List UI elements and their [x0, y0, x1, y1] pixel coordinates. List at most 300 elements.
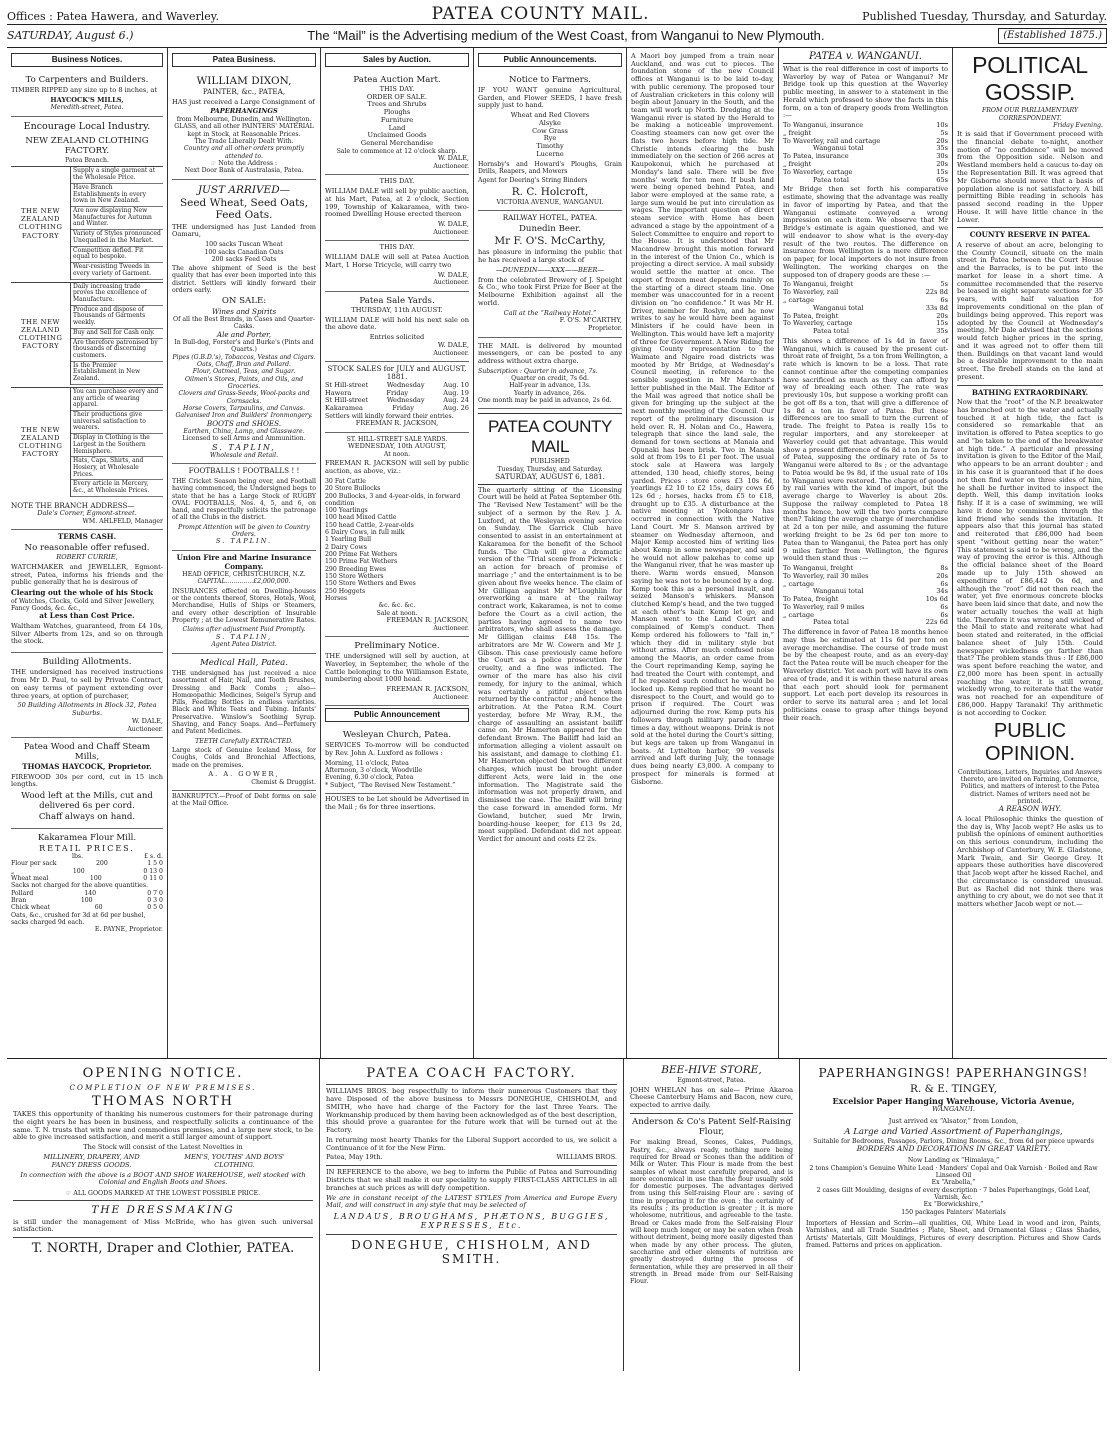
column-public-announcements	[474, 48, 627, 1058]
ad-houses: HOUSES to be Let should be Advertised in the Mail ; 6s for three insertions.	[325, 794, 469, 811]
ad-line: S. TAPLIN,	[215, 632, 273, 641]
news-article: The quarterly sitting of the Licensing Court will be held at Patea September 6th. The “Revised New Testament” will be the subject of a sermon by the Rev. J. A. Luxford, at the Wesleyan evening service on Sunday. The Garrick Club have consented to assist in an entertainment at Kakaramea for the benefit of the School funds. The Club will give a dramatic version of the “Trial scene from Pickwick : an action for breach of promise of marriage ;” and the entertainment is to be given about five weeks hence. The claim of Mr Gilligan against Mr M'Loughlin for overworking a mare at the railway contract work, Kakaramea, is not to come before the Court as a civil action, the parties having agreed to name two arbitrators, who shall assess the damage. Mr Gilligan claims £48 15s. The arbitrators are Mr W. Cowern and Mr J. Gibson. This case previously came before the Court as a police prosecution for cruelty, and a fine was inflicted. The owner of the mare has also his civil remedy, for injury to the animal, which was certainly a pitiful object when returned by the contractor ; and hence the arbitration. At the Patea R.M. Court yesterday, before Mr Wray, R.M., the charge of assaulting an assistant bailiff came on. Mr Hamerton appeared for the defendant Brown. The Bailiff had laid an information alleging a violent assault on his assistant, and damage to clothing £1. Mr Hamerton objected that two different charges, which must be brought under different Acts, were laid in the one information. The Magistrate said the information was not properly drawn, and dismissed the case. The Bailiff will bring the case forward in amended form. Mr Gowland, butcher, sued Mr Irwin, boarding-house keeper, for £13 9s 2d, meat supplied. Defendant did not appear. Verdict for amount and costs £2 2s.	[478, 485, 622, 844]
ad-line: 150 packages Painters' Materials	[901, 1208, 1006, 1216]
ad-robert-currie	[11, 530, 163, 653]
ad-line: Wood left at the Mills, cut and delivered 6s per cord.	[21, 791, 153, 812]
list-item: 150 Prime Fat Wethers	[325, 558, 398, 566]
divider	[957, 227, 1103, 228]
editorial-date: SATURDAY, AUGUST 6, 1881.	[478, 473, 622, 484]
article-body: Now that the “root” of the N.P. breakwater has branched out to the water and actually touched it at high tide, the fact is considered so remarkable that an invitation is offered to Patea sceptics to go and “be taken to the end of the breakwater at high tide.” A particular and pressing invitation is given to the Editor of the Mail, who appears to be an arrant doubter ; and in his case it is guaranteed that if he does not then find water on three sides of him, he shall be further invited to inspect the depth. Well, this damp invitation looks fishy. If it is a case of swimming, we will have it done by commission through the kind friend who sends the invitation. It appears also that this journal has stated and reiterated that £86,000 had been spent “without getting near the water.” This statement is said to be wrong, and the way of proving the error is this. Although the official balance sheet of the Board made up to July 15th showed an expenditure of £86,442 0s 6d, and although the “root” did not then reach the water, yet five enormous concrete blocks have been laid since that date, and now the water actually touches the wall at high tide. Therefore it was wrong and wicked of the Mail to state and reiterate what had been stated and reiterated, in the official balance sheet of July 15th. Could newspaper wickedness go farther than that? The problem stands thus : If £86,000 was spent before reaching the water, and £2,000 more has been spent in actually reaching the water, it is still wrong, wickedly wrong, to reiterate that the water was not reached for an expenditure of £86,000. Happy Taranaki! Thy arithmetic is not according to Cocker.	[957, 398, 1103, 717]
divider	[326, 1084, 617, 1085]
ad-line: F. O'S. M'CARTHY,	[559, 316, 622, 325]
ad-line: THE DRESSMAKING	[91, 1204, 235, 1217]
list-item: Produce and dispose of Thousands of Garments weekly.	[71, 306, 163, 329]
price-qty: 100	[89, 875, 102, 883]
list-item: Timothy	[536, 142, 564, 151]
list-item: 20 Store Bullocks	[325, 485, 381, 493]
price-row	[11, 853, 163, 860]
ad-body: Importers of Hessian and Scrim—all qualities, Oil, White Lead in wood and iron, Paints, Varnishes, and all Trade Sundries ; Plate, Sheet, and Ornamental Glass ; Glass Shades, Artists' Materials, Gilt Mouldings, Pictures of every description. Pictures and Show Cards framed. Patterns and prices on application.	[806, 1219, 1101, 1249]
ad-body: THE undersigned has just received a nice assortment of Hair, Nail, and Tooth Brushes, Dressing and Back Combs ; also— Homœopathic Medicines, Seigel's Syrup and Pills, Feeding Bottles in endless varieties. Black and White Teats and Tubing. Infants' Preservative. Winslow's Soothing Syrup. Shaving, and Fancy Soaps. And—Perfumery and Patent Medicines.	[172, 669, 316, 736]
ad-line: W. DALE,	[437, 154, 469, 163]
ad-william-dixon	[172, 71, 316, 180]
list-item: 200 Prime Fat Wethers	[325, 551, 398, 559]
ad-line: BORDERS AND DECORATIONS IN GREAT VARIETY.	[856, 1143, 1051, 1153]
ad-line: BOOTS and SHOES.	[206, 418, 282, 428]
list-item: 100 head Mixed Cattle	[325, 514, 397, 522]
cost-label: Wanganui total	[813, 144, 864, 153]
list-item: Display in Clothing is the Largest in the Southern Hemisphere.	[71, 434, 163, 457]
ad-line: MILLINERY, DRAPERY, AND FANCY DRESS GOODS.	[43, 1152, 140, 1169]
ad-line: Oilmen's Stores, Paints, and Oils, and Groceries.	[184, 375, 304, 391]
divider	[13, 1200, 313, 1201]
column-political-gossip	[953, 48, 1107, 1058]
cost-value: 35s	[936, 327, 948, 336]
ad-line: One month may be paid in advance, 2s 6d.	[478, 397, 612, 405]
cost-value: 10s	[936, 121, 948, 130]
sched-day: Wednesday	[386, 396, 425, 405]
ad-line: Sale at noon.	[376, 609, 418, 617]
price-amount: 0 13 0	[143, 867, 163, 875]
ad-line: Of all the Best Brands, in Cases and Quarter-Casks.	[173, 316, 315, 331]
list-item: 1 Yearling Bull	[325, 536, 372, 544]
ad-sale-yards	[325, 292, 469, 362]
cost-value: 30s	[936, 152, 948, 161]
ad-line: GLASS, and all other PAINTERS' MATERIAL kept in Stock, at Reasonable Prices.	[174, 123, 314, 138]
header-bar	[7, 4, 1107, 25]
ad-title: Building Allotments.	[42, 657, 132, 668]
ad-line: Sale to commence at 12 o'clock sharp.	[336, 147, 458, 155]
clothing-block-1	[11, 166, 163, 279]
price-item: Chick wheat	[11, 904, 50, 912]
ad-thomas-north	[7, 1059, 320, 1371]
price-qty: 60	[94, 904, 103, 912]
ad-line: 2 cases Gilt Moulding, designs of every description · 7 bales Paperhangings, Gold Leaf, Varnish, &c.	[816, 1186, 1091, 1201]
ad-flour-mill	[11, 829, 163, 938]
subheader-bar	[7, 25, 1107, 48]
ad-body: WILLIAMS BROS. beg respectfully to inform their numerous Customers that they have Disposed of the above business to Messrs DONEGHUE, CHISHOLM, and SMITH, who have had charge of the Factory for the last Three Years. The Workmanship produced by them having been acknowledged as of the best description, this should prove a guarantee for the future work that will be turned out at the Factory.	[326, 1087, 617, 1135]
ad-line: Galvanised Iron and Builders' Ironmongery.	[175, 412, 313, 420]
ad-line: At noon.	[383, 451, 411, 459]
ad-line: Agent Patea District.	[211, 641, 277, 649]
cost-value: 20s	[936, 136, 948, 145]
ad-line: ORDER OF SALE.	[366, 92, 428, 101]
cost-label: „ cartage	[783, 579, 814, 588]
cost-row	[783, 138, 948, 146]
address-note: Note the Address :	[218, 159, 278, 167]
cost-label: Patea total	[813, 175, 849, 184]
list-item: 290 Breeding Ewes	[325, 565, 387, 573]
ad-body: In returning most hearty Thanks for the Liberal Support accorded to us, we solicit a Continuance of it for the New Firm.	[326, 1135, 617, 1152]
ad-title: To Carpenters and Builders.	[25, 74, 149, 85]
ad-line: LANDAUS, BROUGHAMS, PHÆTONS, BUGGIES, EXPRESSES, Etc.	[333, 1212, 610, 1231]
cost-value: 20s	[936, 311, 948, 320]
ad-body: THE undersigned will sell by auction, at Waverley, in September, the whole of the Cattle belonging to the Williamson Estate, numbering about 1000 head.	[325, 652, 469, 684]
cost-value: 8s	[940, 564, 948, 573]
ad-line: Next Door Bank of Australasia, Patea.	[184, 167, 304, 175]
price-qty: 100	[80, 897, 93, 905]
published-line: Published Tuesday, Thursday, and Saturday.	[862, 10, 1107, 24]
ad-line: Chaff always on hand.	[38, 812, 136, 823]
ad-title: Anderson & Co's Patent Self-Raising Flour,	[632, 1116, 791, 1138]
price-qty: 100	[72, 867, 85, 875]
ad-title: Medical Hall, Patea.	[199, 657, 289, 668]
ad-body: Waltham Watches, guaranteed, from £4 10s, Silver Alberts from 12s, and so on through the stock.	[11, 621, 163, 646]
ad-body: THE MAIL is delivered by mounted messengers, or can be posted to any address without extra charge.	[478, 341, 622, 366]
main-columns	[7, 48, 1107, 1059]
list-item: Quarter on credit, 7s 6d.	[511, 375, 589, 383]
cost-label: Patea total	[813, 327, 849, 336]
list-item: 150 Store Wethers and Ewes	[325, 580, 416, 588]
clothing-label: THE NEW ZEALAND CLOTHING FACTORY	[11, 167, 71, 279]
ad-body: WILLIAM DALE will sell at Patea Auction Mart, 1 Horse Tricycle, will carry two	[325, 253, 469, 269]
ad-railway-hotel	[478, 211, 622, 337]
cost-value: 33s 8d	[925, 303, 948, 312]
section-heading: Patea Business.	[172, 53, 316, 67]
list-item: Cow Grass	[532, 126, 568, 135]
editorial-days: Tuesday, Thursday, and Saturday.	[497, 465, 603, 473]
list-item: 100 sacks Tuscan Wheat	[205, 241, 283, 249]
divider	[13, 1237, 313, 1238]
ad-title: Patea Auction Mart.	[353, 74, 441, 85]
ad-line: Call at the “Railway Hotel.”	[503, 308, 597, 317]
price-row	[11, 904, 163, 911]
ad-line: at Less than Cost Price.	[39, 611, 135, 621]
article-body: It is said that if Government proceed with the financial debate to-night, another motion of “no confidence” will be moved from the Opposition side. Nelson and Westland members held a caucus to-day on the Representation Bill. It was agreed that Mr Gisborne should move that a basis of population alone is not satisfactory. A bill permitting Bible reading in schools has passed second reading in the Upper House. It will have little chance in the Lower.	[957, 130, 1103, 224]
ad-line: HAYCOCK'S MILLS,	[50, 95, 124, 104]
ad-body: THE undersigned has Just Landed from Oamaru,	[172, 222, 316, 239]
ad-line: Wholesale and Retail.	[209, 452, 279, 460]
ad-body: Large stock of Genuine Iceland Moss, for Coughs, Colds and Bronchial Affections, made on the premises.	[172, 747, 316, 769]
editorial-published: PUBLISHED	[530, 458, 570, 466]
ad-line: Chemist & Druggist.	[251, 778, 316, 786]
encourage-heading: Encourage Local Industry.	[23, 120, 151, 132]
ad-title: BEE-HIVE STORE,	[661, 1064, 762, 1076]
list-item: Have Branch Establishments in every town in New Zealand.	[71, 184, 163, 207]
list-item: 30 Fat Cattle	[325, 477, 366, 485]
list-item: Supply a single garment at the Wholesale Price.	[71, 167, 163, 183]
ad-title: ST. HILL-STREET SALE YARDS.	[346, 436, 448, 443]
ad-body: IF YOU WANT genuine Agricultural, Garden, and Flower SEEDS, I have fresh supply just to hand.	[478, 85, 622, 110]
masthead: PATEA COUNTY MAIL.	[431, 3, 650, 24]
ad-body: from the celebrated Brewery of J. Speight & Co., who took First Prize for Beer at the Melbourne Exhibition against all the world.	[478, 275, 622, 307]
ad-line: FREEMAN R. JACKSON,	[386, 685, 469, 694]
ad-building-allotments	[11, 653, 163, 738]
article-body: The difference in favor of Patea 18 months hence may thus be estimated at 11s 6d per ton on average merchandise. The course of trade must be by the cheapest route, and as an every-day fact the Patea route will be much cheaper for the Waverley district. Yet each port will have its own area of trade, and it is within these natural areas that each port should look for permanent support. Let each port develop its resources in order to serve its natural area ; and let local politicians cease to grasp after things beyond their reach.	[783, 628, 948, 722]
ad-title: JUST ARRIVED—	[197, 183, 291, 196]
ad-preliminary-notice	[325, 637, 469, 706]
ad-title: Wesleyan Church, Patea.	[342, 729, 452, 740]
ad-line: WM. AHLFELD, Manager	[82, 518, 163, 526]
ad-line: Excelsior Paper Hanging Warehouse, Victoria Avenue,	[832, 1095, 1075, 1106]
cost-value: 20s	[936, 571, 948, 580]
ad-line: HEAD OFFICE, CHRISTCHURCH, N.Z.	[182, 571, 306, 579]
clothing-block-2	[11, 282, 163, 385]
list-item: 250 Hoggets	[325, 587, 366, 595]
column-sales-by-auction	[321, 48, 474, 1058]
price-row	[11, 860, 163, 867]
price-qty: 200	[95, 860, 108, 868]
ad-line: TERMS CASH.	[57, 532, 117, 542]
ad-line: Flour, Oatmeal, Teas, and Sugar.	[192, 368, 296, 376]
price-amount: 0 11 0	[143, 875, 163, 883]
ad-body: HAS just received a Large Consignment of	[172, 97, 315, 106]
ad-line: PAPERHANGINGS	[210, 107, 278, 116]
ad-line	[326, 1154, 617, 1162]
list-item: Wheat and Red Clovers	[510, 111, 590, 120]
ad-line: FREEMAN R. JACKSON,	[355, 419, 439, 428]
ad-line: Ex “Arabella,”	[931, 1179, 976, 1187]
gossip-subheading: FROM OUR PARLIAMENTARY CORRESPONDENT.	[981, 107, 1079, 122]
ad-st-hill-yards	[325, 433, 469, 637]
ad-line: Wines and Spirits	[211, 306, 277, 316]
sched-place: St Hill-street	[325, 396, 369, 405]
gossip-date: Friday Evening.	[1053, 121, 1103, 129]
sched-date: Aug. 24	[443, 396, 469, 405]
ad-line: A Large and Varied Assortment of Paperhangings,	[844, 1126, 1063, 1137]
clothing-list	[71, 283, 163, 385]
list-item: 6 Dairy Cows, in full milk	[325, 529, 405, 537]
sched-date: Aug. 19	[443, 388, 469, 397]
list-item: Land	[388, 123, 406, 132]
ad-union-insurance	[172, 551, 316, 654]
ad-title: Patea Sale Yards.	[359, 295, 435, 306]
list-item: 200 sacks Feed Oats	[211, 255, 277, 263]
ad-line: Claims after adjustment Paid Promptly.	[182, 626, 306, 634]
list-item: Buy and Sell for Cash only.	[71, 329, 163, 339]
ad-line: W. DALE,	[437, 340, 469, 349]
list-item: You can purchase every and any article of wearing apparel.	[71, 388, 163, 411]
list-item: Daily increasing trade proves the excellence of Manufacture.	[71, 283, 163, 306]
ad-mail-delivery	[478, 338, 622, 410]
price-amount: 0 7 0	[147, 889, 163, 897]
article-heading: A REASON WHY.	[998, 804, 1062, 814]
price-row	[11, 890, 163, 897]
ad-line: T. NORTH, Draper and Clothier, PATEA.	[31, 1241, 295, 1257]
list-item: 100 sacks Canadian Oats	[204, 248, 284, 256]
cost-total	[783, 328, 948, 336]
price-row	[11, 868, 163, 875]
ad-dale-section	[325, 175, 469, 241]
news-article: A Maori boy jumped from a train near Auckland, and was cut to pieces. The foundation stone of the new Council offices at Wanganui is to be laid to-day, with public ceremony. The proposed tour of Australian cricketers in this colony will begin about January in the South, and the team will work up North. Dredging at the Wanganui river is stated by the Herald to be making a noticeable improvement. Coasting steamers can now get over the flats two hours before high tide. Mr Christie intends clearing the bush immediately on the section of 266 acres at Kaupokonui, which he purchased at Monday's land sale. There will be five months' work for ten men. If bush land were being opened behind Patea, and labor were employed at the same rate, a large sum would be put into circulation as wages. The important question of direct steam service with Home has been advanced a stage by the appointment of a Select Committee to enquire and report to the House. It is understood that Mr Macandrew brought this motion forward in the interest of the Union Co., which is projecting a direct service. A mail subsidy would settle the matter at once. The export of frozen meat depends mainly on the starting of a direct steam line. One member was unaccounted for in a recent division on “no confidence.” It was Mr H. Driver, member for Roslyn, and he now writes to say he would have been against Ministers if he could have been in Wellington. This would have left a majority of three for Government. A New Riding for giving County representation to the Waimate and Ngaire road districts was mooted by Mr Bridge, at Wednesday's Council meeting, in reference to the sensible suggestion in Mr Marchant's letter published in the Mail. The Editor of the Mail was agreed that notice shall be given for bringing up the subject at the next monthly meeting of the Council. Our report of the preliminary discussion is held over. R. H. Nolan and Co., Hawera, telegraph that since the land sale, the demand for town sections at Manaia and Opunaki has been brisk. Two in Manaia sold at from 19s to £1 per foot. The usual stock sale at Hawera was largely attended, 130 head, chiefly stores, being yarded. Prices : store cows £3 10s 6d, yearlings £2 10 to £2 15s, dairy cows £6 12s 6d ; horses, hacks from £5 to £18, draught up to £35. A disturbance at the native meeting at Ypokongaro has occurred in connection with the Native Land Court. Mr S. Manson arrived by steamer on Wednesday afternoon, and Major Kemp accosted him of writing lies about Kemp in some newspaper, and said he would not allow pakehas to come up the Wanganui river, that he was master up there. Warm words ensued, Manson saying he was not to be bounced by a dog. Kemp took this as a personal insult, and seized Manson's whiskers. Manson clutched Kemp's head, and the two tugged at each other's hair. Kemp let go, and Manson went to the Land Court and complained of Kemp's conduct. Then Kemp ordered his followers to “fall in,” which they did in military style but without arms. After much confused noise among the Maoris, an order came from the Court reprimanding Kemp, saying he had treated the Court with contempt, and if he repeated such conduct he would be locked up. Kemp replied that he meant no disrespect to the Court, and would go to prison if required. The Court was adjourned during the row. Kemp puts his followers through military parade three times a day, without weapons. Drink is not sold at the hotel during the Court's sitting, but kegs are taken up from Wanganui in boats. At Lyttelton harbor, 99 vessels arrived and left during July, the tonnage dues being nearly £3,000. A company to prospect for minerals is formed at Gisborne.	[631, 52, 774, 786]
ad-line: WANGANUI.	[931, 1104, 976, 1113]
divider	[326, 1234, 617, 1235]
cost-label: To Waverley, rail	[783, 288, 839, 297]
price-qty: 140	[84, 889, 97, 897]
ad-line: The Stock will consist of the Latest Novelties in	[83, 1143, 243, 1152]
ad-body: TAKES this opportunity of thanking his numerous customers for their patronage during the eight years he has been in business, and respectfully solicits a continuance of the same. T. N. trusts that with new and commodious premises, and a large new stock, to be able to give increased satisfaction, and merit a still larger amount of support.	[13, 1110, 313, 1142]
cost-label: To Patea, insurance	[783, 152, 849, 161]
cost-label: Wanganui total	[813, 587, 864, 596]
column-patea-business	[168, 48, 321, 1058]
ad-body: THE Cricket Season being over, and Football having commenced, the Undersigned begs to state that he has a Large Stock of RUGBY OVAL FOOTBALLS, Nos. 4, 5, and 6, on hand, and respectfully solicits the patronage of all the Clubs in the district.	[172, 477, 316, 522]
ad-branch-address	[11, 499, 163, 531]
ad-title: OPENING NOTICE.	[82, 1066, 244, 1081]
ad-line: Horse Covers, Tarpaulins, and Canvas.	[183, 404, 305, 412]
cost-label: To Waverley, rail and cartage	[783, 136, 881, 145]
ad-wesleyan	[325, 726, 469, 794]
ad-body: Hornsby's and Howard's Ploughs, Grain Drills, Reapers, and Mowers	[478, 160, 622, 176]
ad-line: A. A. GOWER,	[208, 769, 280, 778]
ad-line: 2 tons Champion's Genuine White Lead · Manders' Copal and Oak Varnish · Boiled and Raw Linseed Oil	[809, 1164, 1098, 1180]
ad-line: Oats, &c., crushed for 3d at 6d per bushel, sacks charged 9d each.	[11, 911, 146, 926]
ad-line: Oats, Chaff, Bran and Pollard.	[197, 361, 291, 369]
nz-branch: Patea Branch.	[65, 157, 109, 165]
ad-line: FREEMAN R. JACKSON,	[386, 615, 469, 624]
ad-line: of Watches, Clocks, Gold and Silver Jewellery, Fancy Goods, &c. &c.,	[11, 597, 155, 612]
ad-line: Seed Wheat, Seed Oats, Feed Oats.	[179, 196, 309, 222]
ad-line: Sacks not charged for the above quantities.	[11, 882, 148, 890]
ad-title: RAILWAY HOTEL, PATEA.	[502, 213, 598, 223]
list-item: Unclaimed Goods	[367, 131, 427, 140]
ad-line: DONEGHUE, CHISHOLM, AND SMITH.	[351, 1237, 592, 1267]
article-body: Mr Bridge then set forth his comparative estimate, showing that the advantage was really in favor of importing by Patea, and that the Wanganui estimate conveyed a wrong impression on each item. We observe that Mr Bridge's estimate is again questioned, and we will endeavor to show what is the every-day result of the two routes. The difference on insurance from Wellington is a mere difference on paper, for local importers do not insure from Wellington. The working charges on the supposed ton of drapery goods are these :—	[783, 185, 948, 279]
list-item: Are therefore patronised by thousands of discerning customers.	[71, 339, 163, 362]
article-body: This shows a difference of 1s 4d in favor of Wanganui, which is caused by the present cut-throat rate of freight, 5s a ton from Wellington, a rate which is known to be a loss. That rate cannot continue after the competing companies have sacrificed as much as they can afford by way of breaking each other. The rate was previously 10s, but suppose a working profit can be got off 8s a ton, that will give a difference of 1s 8d a ton in favor of Patea. But these differences are too small to turn the current of trade. The freight to Patea is really 15s to regular importers, and any storekeeper at Waverley could get that advantage. This would show a present difference of 6s 8d a ton in favor of Patea, supposing the ordinary rate of 5s to Wanganui were altered to 8s ; or the advantage to Patea would be 9s 8d, if the usual rate of 10s to Wanganui were restored. The charge of goods by rail varies with the kind of import, but the average charge to Waverley is about 20s. Suppose the railway completed to Patea 18 months hence, how will the two ports compare then? Taking the average charge of merchandise at 2d a ton per mile, and assuming the future working freight to be 2s 6d per ton more to Patea than to Wanganui, the Patea port has only 9 miles farther from Wellington, the figures would then stand thus :—	[783, 336, 948, 563]
ad-line: Ex “Borwickshire,”	[923, 1201, 984, 1209]
ad-line: Clearing out the whole of his Stock	[11, 588, 153, 598]
cost-label: Patea total	[813, 618, 849, 627]
article-heading: PATEA v. WANGANUI.	[783, 51, 948, 64]
established: (Established 1875.)	[998, 28, 1107, 44]
ad-line: Egmont-street, Patea.	[677, 1077, 746, 1085]
list-item: Half-year in advance, 13s.	[509, 382, 591, 390]
ad-line: THIS DAY.	[379, 243, 415, 252]
pointing-hand-icon: ☞	[65, 1190, 74, 1198]
cost-row	[783, 320, 948, 328]
cost-label: Wanganui total	[813, 303, 864, 312]
newspaper-page	[7, 4, 1107, 1444]
cost-label: To Waverley, rail 30 miles	[783, 571, 869, 580]
ad-line: Auctioneer.	[433, 624, 469, 632]
ad-body: IN REFERENCE to the above, we beg to inform the Public of Patea and Surrounding Districts that we shall make it our speciality to supply FIRST-CLASS ARTICLES in all branches at such prices as will defy competition.	[326, 1168, 617, 1192]
cost-value: 5s	[940, 128, 948, 137]
ad-line: In connection with the above is a BOOT AND SHOE WAREHOUSE, well stocked with Colonial and English Boots and Shoes.	[20, 1170, 306, 1187]
cost-label: To Waverley, rail 9 miles	[783, 602, 865, 611]
ad-title: WILLIAM DIXON,	[196, 74, 292, 87]
ad-line: from Melbourne, Dunedin, and Wellington.	[176, 116, 312, 124]
cost-value: 15s	[936, 167, 948, 176]
list-item: Horses	[325, 594, 348, 602]
ad-line: No reasonable offer refused.	[24, 542, 150, 553]
ad-body: FIREWOOD 30s per cord, cut in 15 inch lengths.	[11, 772, 163, 789]
ad-line: Suitable for Bedrooms, Passages, Parlors, Dining Rooms, &c., from 6d per piece upwards	[813, 1137, 1094, 1145]
cost-label: To Waverley, cartage	[783, 167, 853, 176]
ad-line: R. C. Holcroft,	[511, 185, 589, 198]
article-heading: BATHING EXTRAORDINARY.	[971, 387, 1089, 397]
column-business-notices	[7, 48, 168, 1058]
cost-label: To Wanganui, freight	[783, 280, 853, 289]
clothing-list	[71, 167, 163, 279]
ad-line: Now Landing ex “Himalaya,”	[907, 1157, 1000, 1165]
list-item: Competition defied. Fit equal to bespoke.	[71, 247, 163, 263]
list-item: Every article in Mercery, &c., at Wholesale Prices.	[71, 480, 163, 496]
list-item: Hats, Caps, Shirts, and Hosiery, at Wholesale Prices.	[71, 457, 163, 480]
ad-coach-factory	[320, 1059, 624, 1371]
ad-line: Auctioneer.	[433, 228, 469, 236]
ad-line: W. DALE,	[437, 270, 469, 279]
ad-line: CAPITAL..............£2,000,000.	[197, 578, 291, 586]
cost-value: 6s	[940, 602, 948, 611]
ad-title: STOCK SALES for JULY and AUGUST, 1881.	[327, 363, 467, 382]
list-item: Evening, 6.30 o'clock, Patea	[325, 774, 414, 782]
ad-line: COMPLETION OF NEW PREMISES.	[69, 1083, 257, 1093]
ad-line: Earthen, China, Lamp, and Glassware.	[183, 428, 305, 436]
coach-sign: WILLIAMS BROS.	[556, 1153, 617, 1162]
ad-line: WEDNESDAY, 10th AUGUST,	[347, 442, 447, 451]
ad-body: SERVICES To-morrow will be conducted by Rev. John A. Luxford as follows :	[325, 741, 469, 757]
ad-body: The above shipment of Seed is the best quality that has ever been imported into this district. Settlers will kindly forward their orders early.	[172, 265, 316, 295]
motto: The “Mail” is the Advertising medium of the West Coast, from Wanganui to New Plymouth.	[307, 28, 825, 44]
price-item: Pollard	[11, 889, 34, 897]
ad-body: WILLIAM DALE will hold his next sale on the above date.	[325, 315, 469, 332]
ad-line: ON SALE:	[221, 296, 267, 307]
list-item: Are now displaying New Manufactures for Autumn and Winter.	[71, 207, 163, 230]
ad-line: In Bull-dog, Forster's and Burke's (Pints and Quarts.)	[174, 339, 314, 354]
ad-medical-hall	[172, 654, 316, 791]
ad-line: S. TAPLIN,	[212, 442, 276, 452]
list-item: Variety of Styles pronounced Unequalled in the Market.	[71, 230, 163, 246]
ad-line: Proprietor.	[588, 325, 622, 333]
sched-place: Hawera	[325, 388, 352, 397]
coach-date: Patea, May 19th.	[326, 1153, 383, 1162]
ad-line: Agent for Deering's String Binders	[478, 177, 588, 185]
ad-line: MEN'S, YOUTHS' AND BOYS' CLOTHING.	[184, 1152, 285, 1169]
ad-line: ROBERT CURRIE,	[56, 553, 118, 562]
ad-line: NOTE THE BRANCH ADDRESS—	[11, 500, 135, 510]
list-item: Their productions give universal satisfaction to wearers.	[71, 411, 163, 434]
price-item: Wheat meal	[11, 875, 49, 883]
ad-footballs	[172, 464, 316, 551]
article-body: A local Philosophic thinks the question of the day is, Why Jacob wept? He asks us to publish the opinions of eminent authorities on this serious conundrum, including the Archbishop of Canterbury, W. E. Gladstone, Mark Twain, and Sir George Grey. It appears these authorities have discovered that Jacob wept after he kissed Rachel, and the circumstance is considered unusual. But as Rachel did not think there was anything to cry about, we do not see that it matters whether Jacob wept or not.—	[957, 814, 1103, 909]
ad-line: Dale's Corner, Egmont-street.	[37, 509, 137, 518]
ad-line: Country and all other orders promptly attended to.	[183, 145, 305, 160]
ad-title: Kakaramea Flour Mill.	[37, 832, 137, 843]
list-item: General Merchandise	[360, 139, 434, 148]
ad-body: is still under the management of Miss McBride, who has given such universal satisfaction.	[13, 1217, 313, 1234]
list-item: Furniture	[380, 115, 414, 124]
ad-stock-sales	[325, 362, 469, 433]
article-heading: COUNTY RESERVE IN PATEA.	[969, 230, 1091, 240]
cost-value: 6s	[940, 610, 948, 619]
ad-line: —DUNEDIN——XXX——BEER—	[495, 265, 605, 274]
ad-title: Notice to Farmers.	[509, 74, 591, 85]
ad-line: Auctioneer.	[127, 725, 163, 733]
ad-line: Entries solicited	[369, 333, 425, 342]
list-item: Morning, 11 o'clock, Patea	[325, 759, 409, 767]
sched-place: St Hill-street	[325, 380, 369, 389]
ad-carpenters	[11, 71, 163, 117]
ad-line: Dunedin Beer.	[519, 223, 581, 234]
ad-body: For making Bread, Scones, Cakes, Puddings, Pastry, &c., always ready, nothing more being required for Bread or Scones than the addition of Milk or Water. This Flour is made from the best samples of wheat most carefully prepared, and is more economical in use than the flour usually sold for domestic purposes. The advantages derived from using this Self-raising Flour are : saving of time in preparing it for the oven ; the certainty of its results ; its production is greater ; it is more wholesome, nutritious, and agreeable to the taste. Bread or Cakes made from the Self-raising Flour will keep much longer, or may be eaten when fresh without detriment, being more easily digested than when made by any other process. The gluten, saccharine and other elements of nutrition are greatly destroyed during the process of fermentation, while they are preserved in all their strength in Bread made from our Self-Raising Flour.	[630, 1139, 793, 1286]
ad-line: The Trade Liberally Dealt With.	[194, 138, 294, 145]
ad-line: Licensed to sell Arms and Ammunition.	[182, 435, 306, 443]
ad-line: Ale and Porter,	[216, 329, 272, 339]
price-item: Flour per sack	[11, 860, 57, 868]
ad-line: Meredith-street, Patea.	[50, 104, 124, 112]
cost-label: To Patea, freight	[783, 595, 839, 604]
opinion-sub: Contributions, Letters, Inquiries and Answers thereto, are invited on Farming, Commerce, Politics, and matters of interest to the Patea district. Names of writers need not be printed.	[958, 768, 1102, 805]
list-item: Yearly in advance, 26s.	[513, 389, 587, 397]
sched-date: Aug. 10	[443, 380, 469, 389]
ad-line: Auctioneer.	[433, 693, 469, 701]
cost-row	[783, 297, 948, 305]
ad-body: WATCHMAKER and JEWELLER, Egmont-street, Patea, informs his friends and the public generally that he is desirous of	[11, 562, 163, 587]
ad-line: THIS DAY.	[379, 177, 415, 186]
ad-line: R. & E. TINGEY,	[910, 1083, 997, 1096]
ad-line: TEETH Carefully EXTRACTED.	[195, 737, 293, 745]
section-heading: Business Notices.	[11, 53, 163, 67]
list-item: 150 head Cattle, 2-year-olds	[325, 521, 414, 529]
